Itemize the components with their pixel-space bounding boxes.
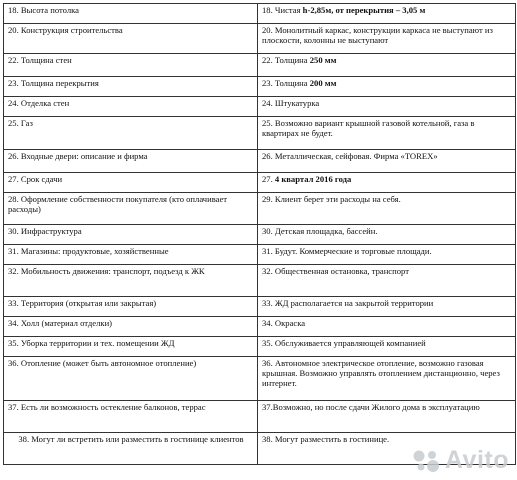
- table-row: [4, 24, 516, 54]
- row-value: [258, 317, 516, 337]
- avito-watermark: [412, 446, 509, 475]
- row-parameter: 23. Толщина перекрытия: [4, 77, 258, 97]
- avito-logo-icon: [412, 449, 442, 473]
- row-parameter: 20. Конструкция строительства: [4, 24, 258, 54]
- table-row: [4, 317, 516, 337]
- row-value: [258, 401, 516, 433]
- value-text: 25. Возможно вариант крышной газовой котельной, газа в квартирах не будет.: [262, 118, 475, 138]
- row-value: [258, 4, 516, 24]
- table-row: [4, 54, 516, 77]
- value-text: 37.Возможно, но после сдачи Жилого дома в эксплуатацию: [262, 402, 480, 412]
- table-row: [4, 77, 516, 97]
- value-text: 30. Детская площадка, бассейн.: [262, 226, 378, 236]
- row-parameter: 37. Есть ли возможность остекление балконов, террас: [4, 401, 258, 433]
- table-row: [4, 337, 516, 357]
- table-row: [4, 193, 516, 225]
- row-parameter: 28. Оформление собственности покупателя (кто оплачивает расходы): [4, 193, 258, 225]
- row-value: [258, 117, 516, 150]
- row-parameter: 26. Входные двери: описание и фирма: [4, 150, 258, 173]
- value-text: 32. Общественная остановка, транспорт: [262, 266, 409, 276]
- row-value: [258, 173, 516, 193]
- row-value: [258, 225, 516, 245]
- row-value: [258, 357, 516, 401]
- value-text: 23. Толщина: [262, 78, 310, 88]
- value-text: 31. Будут. Коммерческие и торговые площади.: [262, 246, 432, 256]
- row-value: [258, 24, 516, 54]
- table-row: [4, 97, 516, 117]
- row-parameter: 27. Срок сдачи: [4, 173, 258, 193]
- row-value: [258, 97, 516, 117]
- row-value: [258, 265, 516, 297]
- table-row: [4, 265, 516, 297]
- value-text: 34. Окраска: [262, 318, 306, 328]
- table-row: [4, 4, 516, 24]
- value-emphasis: 4 квартал 2016 года: [274, 174, 352, 184]
- value-text: 18. Чистая: [262, 5, 303, 15]
- row-parameter: 25. Газ: [4, 117, 258, 150]
- value-text: 35. Обслуживается управляющей компанией: [262, 338, 426, 348]
- value-text: 26. Металлическая, сейфовая. Фирма «TOREX»: [262, 151, 438, 161]
- value-text: 20. Монолитный каркас, конструкции каркаса не выступают из плоскости, колонны не выступают: [262, 25, 493, 45]
- row-value: [258, 193, 516, 225]
- row-parameter: 38. Могут ли встретить или разместить в гостинице клиентов: [4, 433, 258, 465]
- value-text: 36. Автономное электрическое отопление, возможно газовая крышная. Возможно управлять отоплением дистанционно, через интернет.: [262, 358, 500, 388]
- value-emphasis: h-2,85м, от перекрытия – 3,05 м: [302, 5, 426, 15]
- row-parameter: 30. Инфраструктура: [4, 225, 258, 245]
- row-parameter: 35. Уборка территории и тех. помещении ЖД: [4, 337, 258, 357]
- row-value: [258, 77, 516, 97]
- row-value: [258, 150, 516, 173]
- watermark-text: Avito: [444, 446, 509, 474]
- table-row: [4, 150, 516, 173]
- table-row: [4, 401, 516, 433]
- row-value: [258, 54, 516, 77]
- table-row: [4, 297, 516, 317]
- value-text: 33. ЖД располагается на закрытой территории: [262, 298, 434, 308]
- row-parameter: 18. Высота потолка: [4, 4, 258, 24]
- table-row: [4, 225, 516, 245]
- spec-table: [3, 3, 516, 465]
- row-parameter: 22. Толщина стен: [4, 54, 258, 77]
- table-row: [4, 357, 516, 401]
- row-value: [258, 297, 516, 317]
- row-value: [258, 245, 516, 265]
- value-text: 27.: [262, 174, 275, 184]
- spec-table-body: [4, 4, 516, 465]
- value-emphasis: 200 мм: [309, 78, 337, 88]
- value-text: 29. Клиент берет эти расходы на себя.: [262, 194, 401, 204]
- row-parameter: 36. Отопление (может быть автономное отопление): [4, 357, 258, 401]
- table-row: [4, 173, 516, 193]
- value-emphasis: 250 мм: [309, 55, 337, 65]
- value-text: 24. Штукатурка: [262, 98, 320, 108]
- table-row: [4, 117, 516, 150]
- row-parameter: 34. Холл (материал отделки): [4, 317, 258, 337]
- row-parameter: 31. Магазины: продуктовые, хозяйственные: [4, 245, 258, 265]
- row-value: [258, 337, 516, 357]
- row-parameter: 32. Мобильность движения: транспорт, подъезд к ЖК: [4, 265, 258, 297]
- value-text: 22. Толщина: [262, 55, 310, 65]
- value-text: 38. Могут разместить в гостинице.: [262, 434, 390, 444]
- row-parameter: 24. Отделка стен: [4, 97, 258, 117]
- row-parameter: 33. Территория (открытая или закрытая): [4, 297, 258, 317]
- table-row: [4, 245, 516, 265]
